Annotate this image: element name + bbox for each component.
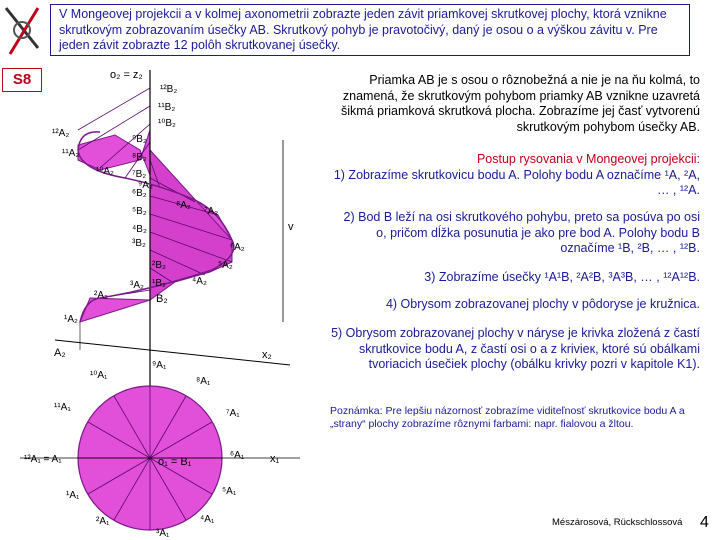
label-12A1: ¹²A₁ = A₁: [24, 454, 62, 465]
label-10B2: ¹⁰B₂: [158, 118, 176, 129]
label-9B2: ⁹B₂: [132, 134, 147, 145]
label-v: v: [288, 221, 294, 233]
label-12A2: ¹²A₂: [52, 128, 70, 139]
label-3B2: ³B₂: [132, 238, 146, 249]
label-5A2: ⁵A₂: [218, 260, 233, 271]
footer-authors: Mészárosová, Rückschlossová: [552, 517, 683, 528]
label-B2: B₂: [156, 293, 168, 305]
step-3: 3) Zobrazíme úsečky ¹A¹B, ²A²B, ³A³B, … , ¹²A¹²B.: [424, 270, 700, 284]
steps-title: Postup rysovania v Mongeovej projekcii:: [476, 152, 700, 166]
label-5B2: ⁵B₂: [132, 206, 147, 217]
step-5: 5) Obrysom zobrazovanej plochy v náryse je krivka zložená z častí skrutkovice bodu A, z častí osi o a z krivieк, ktoré sú obálkami tvoriacich úsečiek plochy (obálku krivky pozri v kapitole K1).: [331, 326, 700, 371]
label-4B2: ⁴B₂: [132, 224, 147, 235]
label-1B2: ¹B₂: [152, 278, 166, 289]
label-Az: A₂: [54, 347, 66, 359]
label-2B2: ²B₂: [152, 260, 166, 271]
label-x1: x₁: [270, 453, 280, 465]
step-1: 1) Zobrazíme skrutkovicu bodu A. Polohy bodu A označíme ¹A, ²A, … , ¹²A.: [333, 167, 700, 197]
label-9A1: ⁹A₁: [152, 360, 167, 371]
label-x2: x₂: [262, 349, 272, 361]
label-6B2: ⁶B₂: [132, 188, 147, 199]
label-10A1: ¹⁰A₁: [90, 370, 108, 381]
label-12B2: ¹²B₂: [160, 84, 178, 95]
label-7A1: ⁷A₁: [226, 408, 240, 419]
task-statement: V Mongeovej projekcii a v kolmej axonometrii zobrazte jeden závit priamkovej skrutkovej plochy, ktorá vznikne skrutkovým zobrazovaním úsečky AB. Skrutkový pohyb je pravotočivý, daný je osou o a výškou závitu v. Pre jeden závit zobrazte 12 polôh skrutkovanej úsečky.: [50, 4, 690, 56]
label-7A2: ⁷A₂: [204, 206, 219, 217]
intro-paragraph: Priamka AB je s osou o rôznobežná a nie je na ňu kolmá, to znamená, že skrutkovým pohybom priamky AB vznikne uzavretá šikmá priamková skrutková plocha. Zobrazíme jej časť vytvorenú skrutkovým pohybom úsečky AB.: [341, 73, 700, 134]
label-8A1: ⁸A₁: [196, 376, 211, 387]
label-11B2: ¹¹B₂: [158, 102, 176, 113]
mongeova-projekcia-figure: [0, 0, 330, 540]
steps-block: [330, 152, 700, 199]
step-4: 4) Obrysom zobrazovanej plochy v pôdoryse je kružnica.: [385, 297, 700, 311]
label-oz: o₂ = z₂: [110, 69, 143, 81]
label-11A1: ¹¹A₁: [54, 402, 71, 413]
step-2: 2) Bod B leží na osi skrutkového pohybu, preto sa posúva po osi o, pričom dĺžka posunutia je ako pre bod A. Polohy bodu B označíme ¹B, ²B, … , ¹²B.: [343, 210, 700, 255]
label-4A1: ⁴A₁: [200, 514, 215, 525]
label-8B2: ⁸B₂: [132, 152, 147, 163]
page-number: 4: [700, 514, 709, 531]
label-5A1: ⁵A₁: [222, 486, 237, 497]
label-o1: o₁ = B₁: [158, 456, 192, 468]
label-10A2: ¹⁰A₂: [96, 166, 114, 177]
label-7B2: ⁷B₂: [132, 169, 147, 180]
note: Poznámka: Pre lepšiu názornosť zobrazíme viditeľnosť skrutkovice bodu A a „strany“ plochy zobrazíme rôznymi farbami: napr. fialovou a žltou.: [330, 405, 685, 430]
label-8A2: ⁸A₂: [176, 200, 191, 211]
label-11A2: ¹¹A₂: [62, 148, 80, 159]
label-6A2: ⁶A₂: [230, 242, 245, 253]
label-3A1: ³A₁: [156, 528, 170, 539]
label-2A2: ²A₂: [94, 290, 108, 301]
label-6A1: ⁶A₁: [230, 450, 245, 461]
slide-badge: S8: [2, 68, 42, 92]
label-9A2: ⁹A₂: [138, 180, 153, 191]
label-1A2: ¹A₂: [64, 314, 78, 325]
label-3A2: ³A₂: [130, 280, 144, 291]
label-1A1: ¹A₁: [66, 490, 80, 501]
label-2A1: ²A₁: [96, 516, 110, 527]
label-4A2: ⁴A₂: [192, 276, 207, 287]
